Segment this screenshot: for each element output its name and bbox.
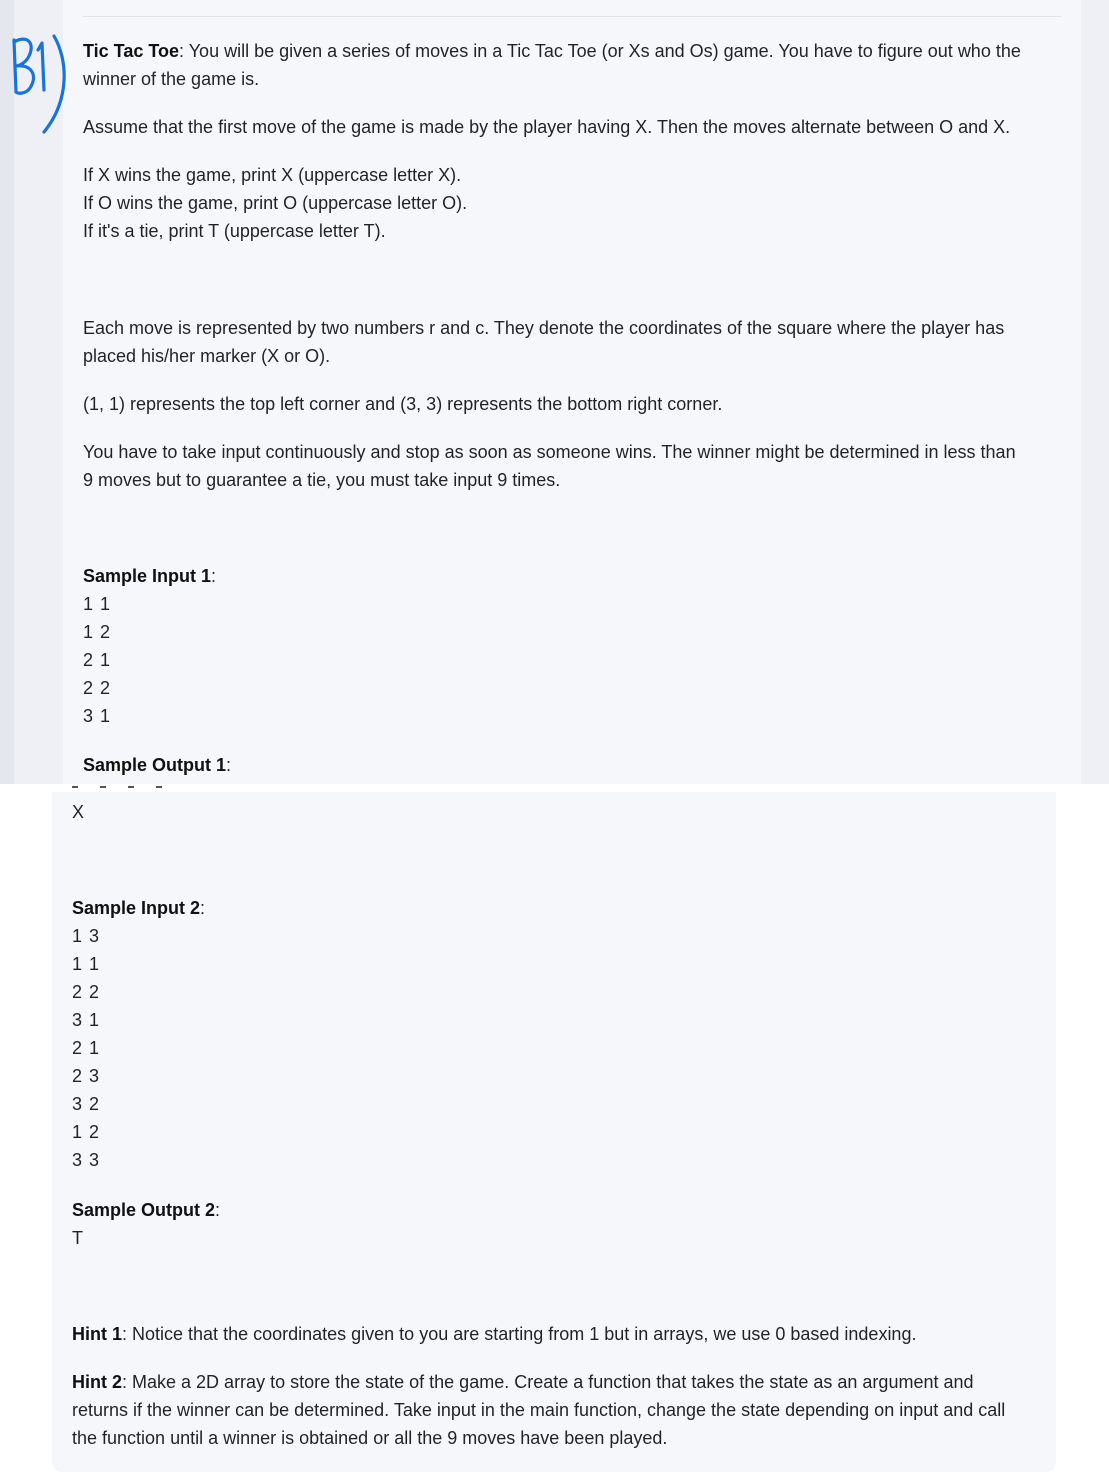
intro-line-1 bbox=[83, 37, 1021, 65]
sample-input-1-lines bbox=[83, 590, 111, 730]
input-rule-line-2: 9 moves but to guarantee a tie, you must take input 9 times. bbox=[83, 470, 561, 490]
handwritten-b1-annotation bbox=[6, 30, 72, 140]
sample-input-2-line: 2 3 bbox=[72, 1066, 101, 1086]
hint-2-line-2: returns if the winner can be determined. Take input in the main function, change the state depending on input and call bbox=[72, 1400, 1006, 1420]
sample-input-2-colon: : bbox=[200, 898, 206, 918]
sample-input-2-heading bbox=[72, 894, 205, 922]
hint-1 bbox=[72, 1320, 916, 1348]
intro-line-2: winner of the game is. bbox=[83, 69, 260, 89]
hint-1-text: : Notice that the coordinates given to you are starting from 1 but in arrays, we use 0 based indexing. bbox=[122, 1324, 917, 1344]
top-divider bbox=[83, 16, 1061, 17]
sample-input-2-line: 1 2 bbox=[72, 1122, 101, 1142]
sample-output-2-colon: : bbox=[215, 1200, 221, 1220]
sample-input-2-line: 1 1 bbox=[72, 954, 101, 974]
first-move-text: Assume that the first move of the game is made by the player having X. Then the moves alternate between O and X. bbox=[83, 117, 1011, 137]
sample-input-2-lines bbox=[72, 922, 100, 1174]
hint-2-label: Hint 2 bbox=[72, 1372, 123, 1392]
sample-output-1-label: Sample Output 1 bbox=[83, 755, 227, 775]
sample-output-1-colon: : bbox=[226, 755, 232, 775]
sample-input-1-line: 1 1 bbox=[83, 594, 112, 614]
sample-input-2-line: 3 2 bbox=[72, 1094, 101, 1114]
hint-2-text-1: : Make a 2D array to store the state of the game. Create a function that takes the state as an argument and bbox=[122, 1372, 974, 1392]
sample-input-2-line: 2 2 bbox=[72, 982, 101, 1002]
rule-x: If X wins the game, print X (uppercase letter X). bbox=[83, 165, 462, 185]
sample-input-1-line: 3 1 bbox=[83, 706, 112, 726]
sample-input-1-label: Sample Input 1 bbox=[83, 566, 212, 586]
sample-output-2-value: T bbox=[72, 1228, 83, 1248]
sample-input-2-line: 1 3 bbox=[72, 926, 101, 946]
sample-input-2-label: Sample Input 2 bbox=[72, 898, 201, 918]
sample-input-2-line: 2 1 bbox=[72, 1038, 101, 1058]
rule-tie: If it's a tie, print T (uppercase letter T). bbox=[83, 221, 386, 241]
sample-input-1-heading bbox=[83, 562, 216, 590]
intro-text-1: : You will be given a series of moves in a Tic Tac Toe (or Xs and Os) game. You have to figure out who the bbox=[179, 41, 1021, 61]
sample-output-2-heading bbox=[72, 1196, 220, 1224]
move-desc-line-1: Each move is represented by two numbers r and c. They denote the coordinates of the square where the player has bbox=[83, 318, 1005, 338]
hint-2-line-1 bbox=[72, 1368, 974, 1396]
rule-o: If O wins the game, print O (uppercase letter O). bbox=[83, 193, 468, 213]
sample-input-2-line: 3 3 bbox=[72, 1150, 101, 1170]
sample-output-1-value: X bbox=[72, 802, 85, 822]
sample-output-1-heading bbox=[83, 751, 231, 779]
sample-input-1-line: 1 2 bbox=[83, 622, 112, 642]
corners-text: (1, 1) represents the top left corner and (3, 3) represents the bottom right corner. bbox=[83, 394, 723, 414]
sample-input-1-line: 2 1 bbox=[83, 650, 112, 670]
hint-1-label: Hint 1 bbox=[72, 1324, 123, 1344]
input-rule-line-1: You have to take input continuously and stop as soon as someone wins. The winner might be determined in less than bbox=[83, 442, 1016, 462]
sample-input-1-line: 2 2 bbox=[83, 678, 112, 698]
sample-input-2-line: 3 1 bbox=[72, 1010, 101, 1030]
sample-input-1-colon: : bbox=[211, 566, 217, 586]
hint-2-line-3: the function until a winner is obtained or all the 9 moves have been played. bbox=[72, 1428, 668, 1448]
intro-title: Tic Tac Toe bbox=[83, 41, 180, 61]
move-desc-line-2: placed his/her marker (X or O). bbox=[83, 346, 331, 366]
sample-output-2-label: Sample Output 2 bbox=[72, 1200, 216, 1220]
bottom-screenshot-panel bbox=[0, 792, 1109, 1472]
